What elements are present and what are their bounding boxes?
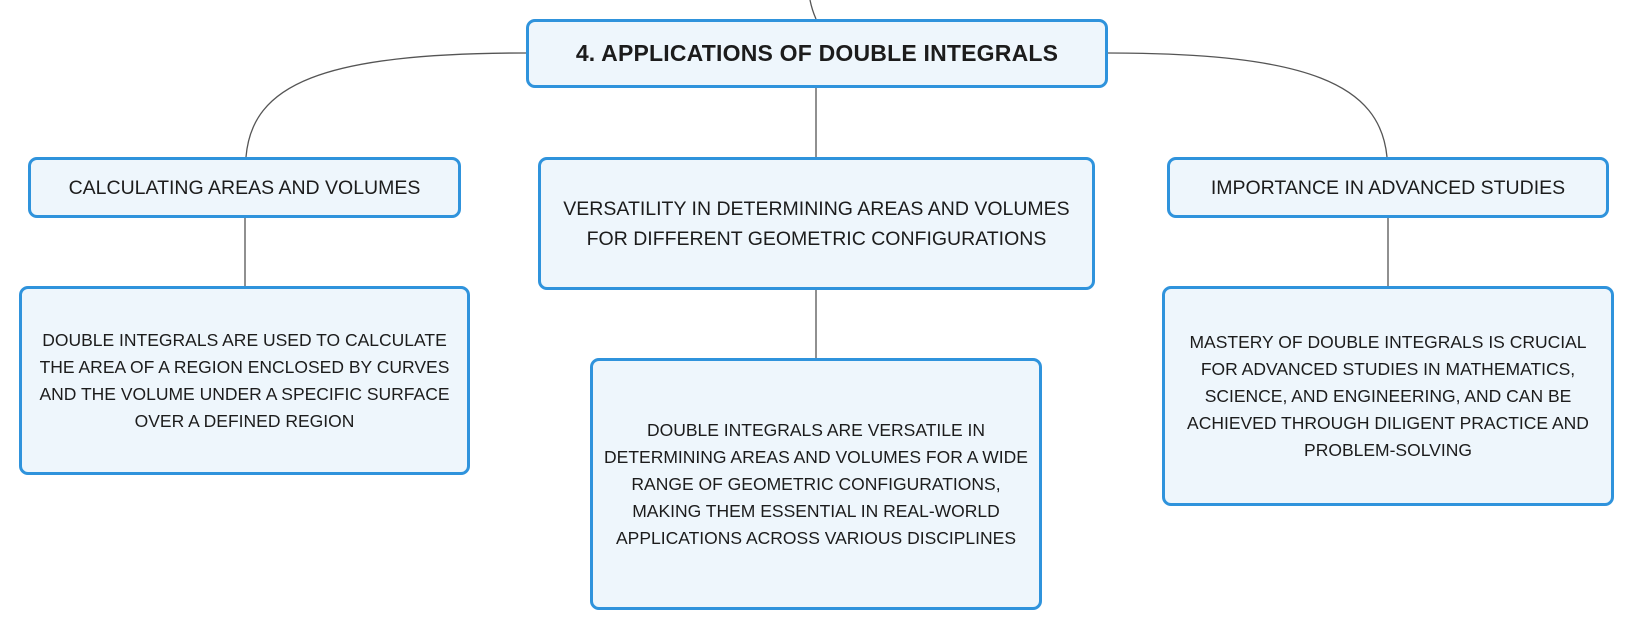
detail-node-text: MASTERY OF DOUBLE INTEGRALS IS CRUCIAL FOR ADVANCED STUDIES IN MATHEMATICS, SCIENCE, AND ENGINEERING, AND CAN BE ACHIEVED THROUGH DILIGENT PRACTICE AND PROBLEM-SOLVING [1187, 331, 1589, 460]
detail-node-text: DOUBLE INTEGRALS ARE VERSATILE IN DETERMINING AREAS AND VOLUMES FOR A WIDE RANGE OF GEOMETRIC CONFIGURATIONS, MAKING THEM ESSENTIAL IN REAL-WORLD APPLICATIONS ACROSS VARIOUS DISCIPLINES [604, 419, 1028, 548]
detail-node-importance[interactable] [1162, 286, 1614, 506]
branch-node-label: CALCULATING AREAS AND VOLUMES [68, 176, 421, 199]
connector-root-to-branch-right [1108, 53, 1387, 157]
detail-node-versatility[interactable] [590, 358, 1042, 610]
detail-node-text: DOUBLE INTEGRALS ARE USED TO CALCULATE THE AREA OF A REGION ENCLOSED BY CURVES AND THE VOLUME UNDER A SPECIFIC SURFACE OVER A DEFINED REGION [39, 329, 450, 431]
branch-node-calculating-areas[interactable] [28, 157, 461, 218]
branch-node-label: VERSATILITY IN DETERMINING AREAS AND VOLUMES FOR DIFFERENT GEOMETRIC CONFIGURATIONS [563, 197, 1070, 250]
branch-node-versatility[interactable] [538, 157, 1095, 290]
branch-node-label: IMPORTANCE IN ADVANCED STUDIES [1210, 176, 1566, 199]
detail-node-calculating-areas[interactable] [19, 286, 470, 475]
connector-parent-to-root [810, 0, 816, 19]
root-node-label: 4. APPLICATIONS OF DOUBLE INTEGRALS [575, 40, 1059, 66]
branch-node-importance[interactable] [1167, 157, 1609, 218]
root-node[interactable] [526, 19, 1108, 88]
connector-root-to-branch-left [246, 53, 526, 157]
